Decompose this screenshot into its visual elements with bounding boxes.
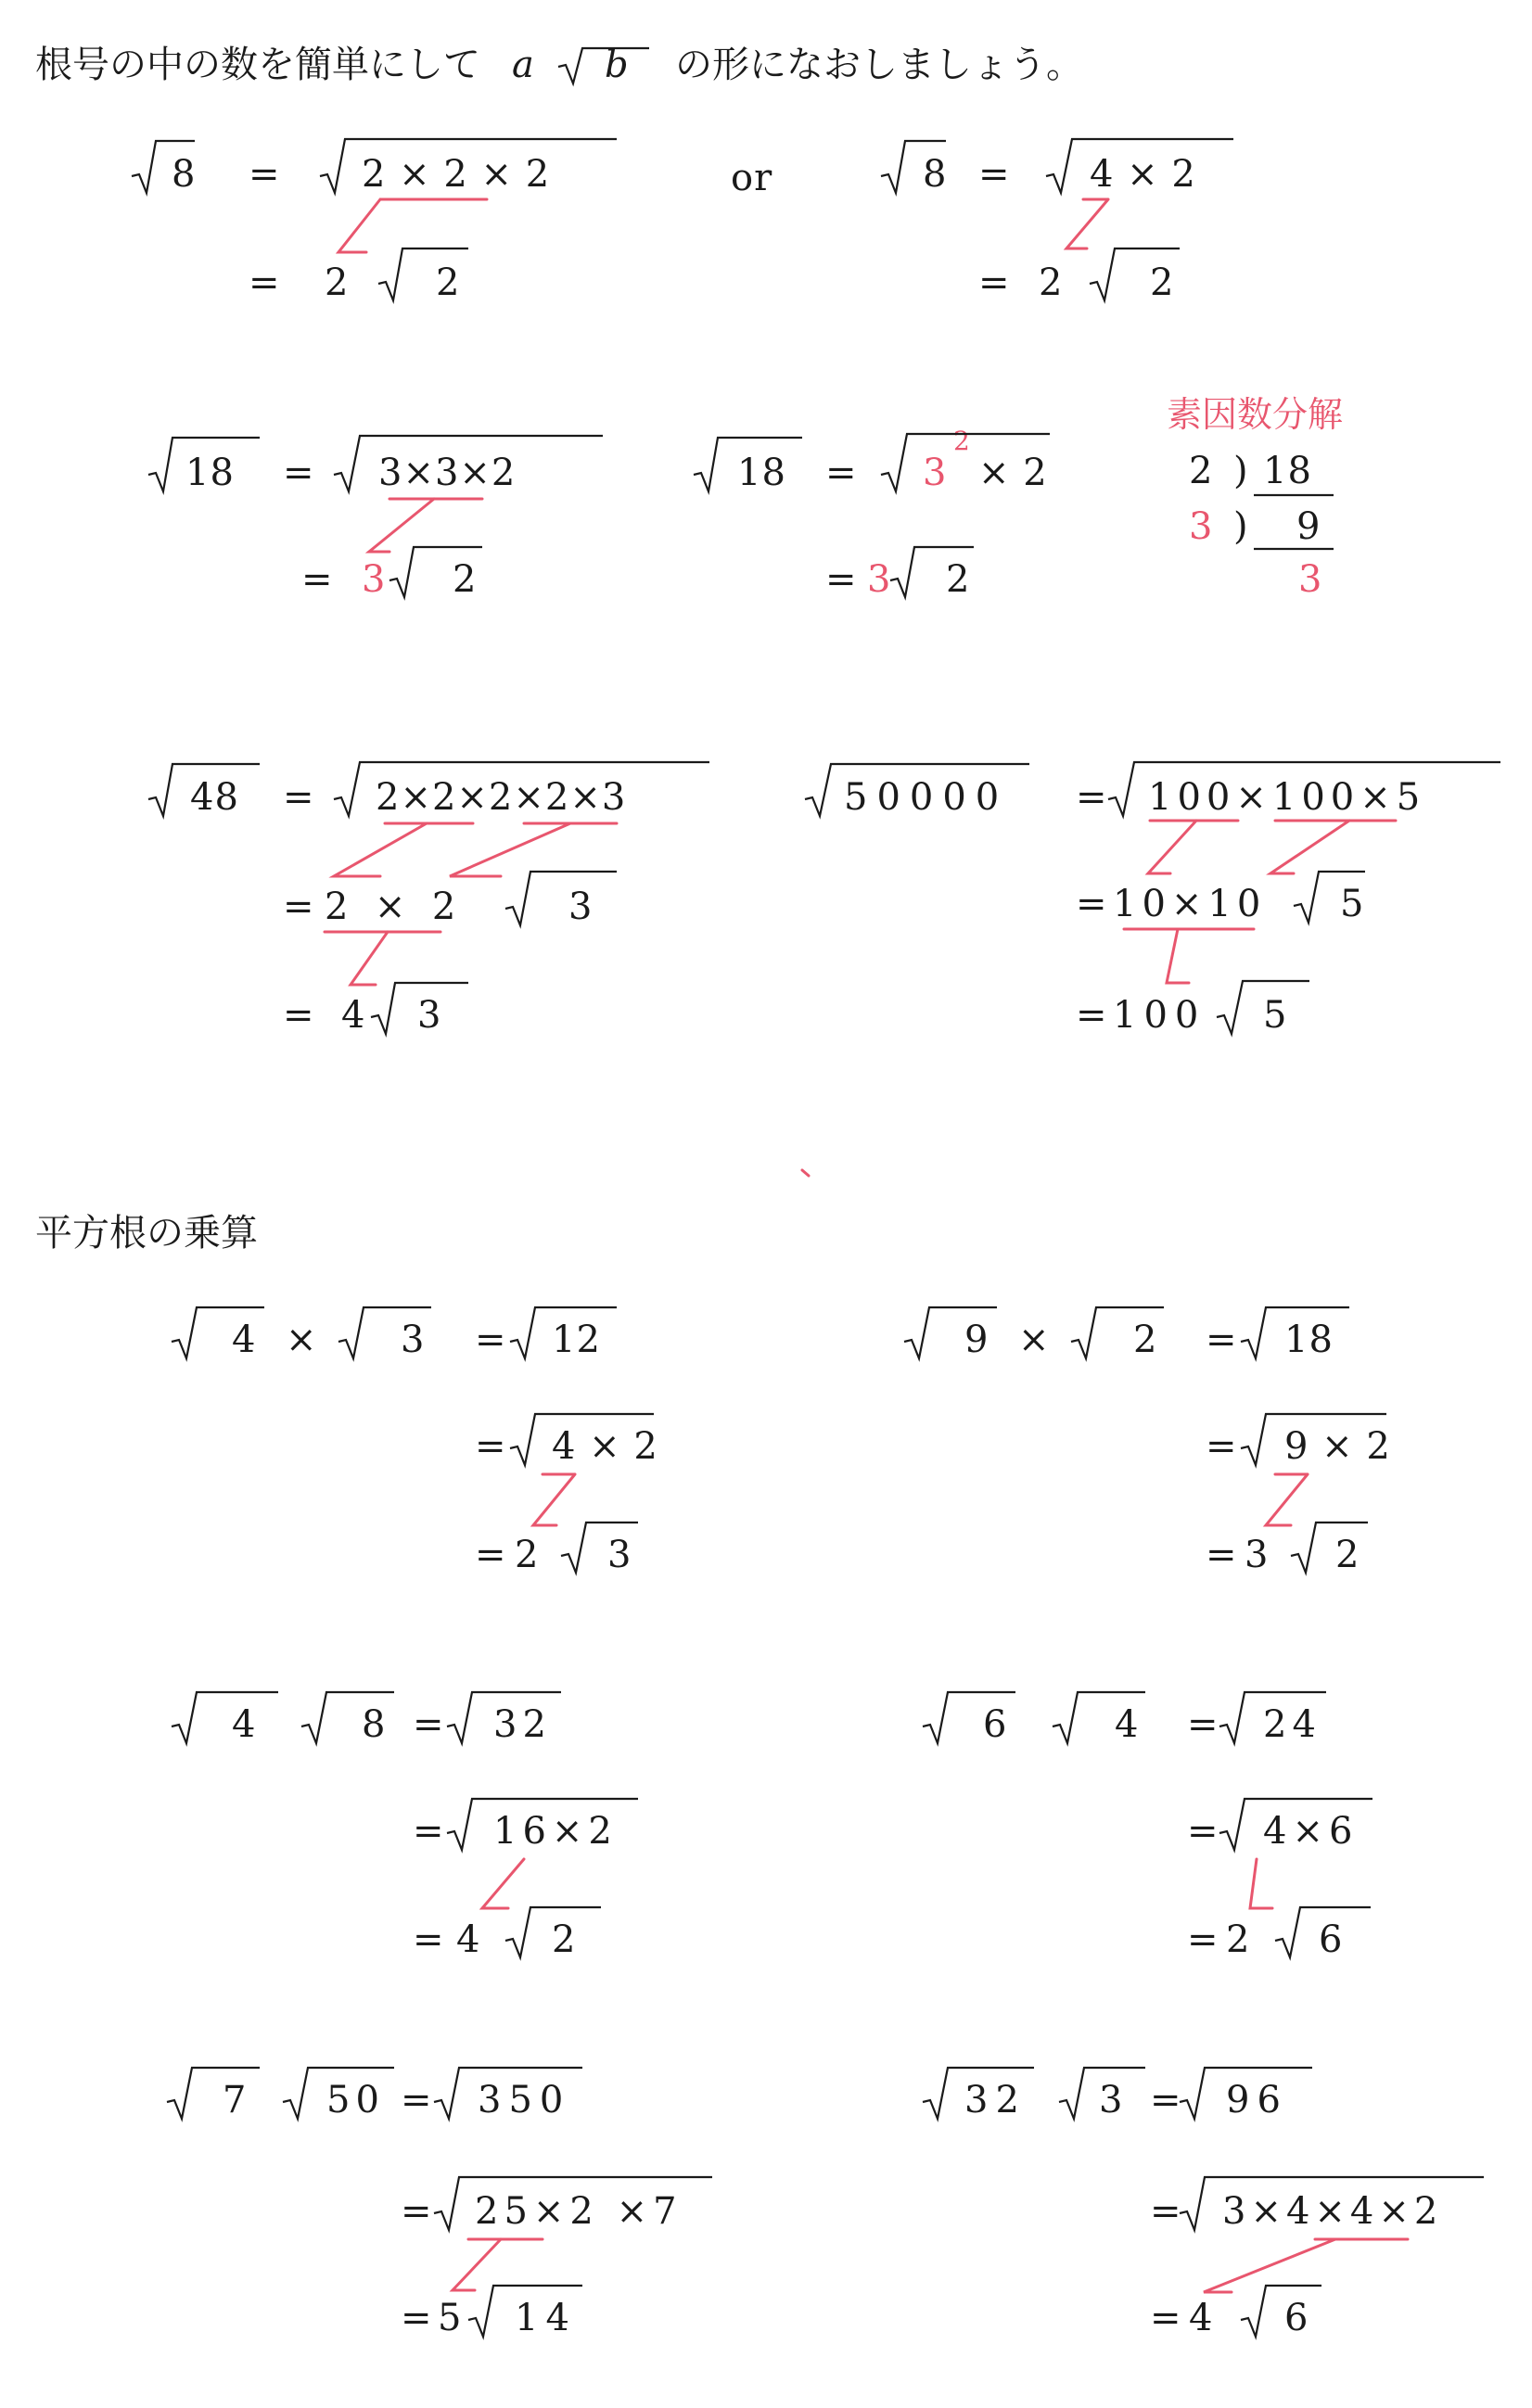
m3-r3-radical <box>505 1907 601 1961</box>
m5-r3-radical <box>468 2286 582 2337</box>
ex50000-pen-stroke-3 <box>1124 929 1254 983</box>
m2-eq2: = <box>1206 1425 1238 1468</box>
ex8-rad1-radical <box>320 139 617 196</box>
factor-row2-paren: ) <box>1233 505 1249 548</box>
m5-b-radical <box>283 2068 394 2119</box>
m5-eq3: = <box>401 2297 433 2339</box>
m2-r2: 9 × 2 <box>1284 1425 1391 1468</box>
m6-coef: 4 <box>1189 2297 1214 2339</box>
m6-eq1: = <box>1150 2079 1182 2121</box>
m5-a-radical <box>167 2068 260 2119</box>
ex8b-pen-stroke <box>1066 199 1108 248</box>
m6-eq2: = <box>1150 2190 1182 2233</box>
m5-r2-radical <box>434 2177 712 2233</box>
m4-r1: 24 <box>1263 1703 1321 1746</box>
ex48-rad1: 2×2×2×2×3 <box>376 776 627 819</box>
m4-r3-radical <box>1275 1907 1371 1961</box>
m6-r1: 96 <box>1226 2079 1288 2121</box>
m1-b-radical <box>338 1307 431 1361</box>
ex8b-rad2: 2 <box>1150 261 1175 304</box>
ex8b-eq1: = <box>978 153 1011 196</box>
ex18-eq1: = <box>283 452 315 494</box>
ex8b-rad1: 4 × 2 <box>1090 153 1196 196</box>
m3-eq3: = <box>413 1918 445 1961</box>
ex48-pen-stroke-2 <box>450 823 617 876</box>
ex18-pen-stroke <box>369 499 482 552</box>
m2-r3: 2 <box>1335 1534 1360 1576</box>
m3-a: 4 <box>232 1703 257 1746</box>
m2-pen-stroke <box>1266 1474 1308 1525</box>
m5-r1-radical <box>434 2068 582 2119</box>
m2-b-radical <box>1071 1307 1164 1361</box>
ex8-lhs: 8 <box>172 153 197 196</box>
m3-pen-stroke <box>482 1859 524 1908</box>
ex18b-lhs-radical <box>694 438 802 494</box>
m4-pen-stroke <box>1250 1859 1272 1908</box>
ex50000-pen-stroke-1 <box>1148 821 1238 873</box>
m3-r2: 16×2 <box>493 1810 618 1853</box>
m1-r2: 4 × 2 <box>552 1425 658 1468</box>
ex18b-rad2: 2 <box>946 558 971 601</box>
ex8b-rad1-radical <box>1046 139 1233 196</box>
m6-pen-stroke <box>1204 2239 1408 2292</box>
ex18-rad2: 2 <box>453 558 478 601</box>
stray-pen-mark <box>802 1170 809 1176</box>
ex18-rad2-radical <box>389 547 482 601</box>
m3-b: 8 <box>362 1703 387 1746</box>
m2-r1-radical <box>1241 1307 1349 1361</box>
m1-eq2: = <box>475 1425 507 1468</box>
m5-r2: 25×2 ×7 <box>475 2190 683 2233</box>
m6-r3-radical <box>1241 2286 1321 2337</box>
m6-r2-radical <box>1180 2177 1484 2233</box>
m2-a-radical <box>904 1307 997 1361</box>
ex18b-exponent: 2 <box>953 426 970 456</box>
ex18b-rest: × 2 <box>978 452 1048 494</box>
ex8-rad2: 2 <box>436 261 461 304</box>
m3-r1: 32 <box>493 1703 552 1746</box>
ex50000-mid: 10×10 <box>1113 883 1267 925</box>
ex8-coef: 2 <box>325 261 350 304</box>
ex50000-eq2: = <box>1076 883 1108 925</box>
m1-r2-radical <box>510 1414 654 1465</box>
ex48-eq2: = <box>283 885 315 928</box>
m1-a-radical <box>172 1307 264 1361</box>
ex8b-lhs: 8 <box>923 153 948 196</box>
ex48-coef: 4 <box>341 994 366 1037</box>
m4-r3: 6 <box>1319 1918 1344 1961</box>
m4-eq2: = <box>1187 1810 1219 1853</box>
ex8b-eq2: = <box>978 261 1011 304</box>
section2-title: 平方根の乗算 <box>35 1212 258 1255</box>
m5-coef: 5 <box>438 2297 463 2339</box>
ex18-rad1-radical <box>334 436 603 494</box>
ex8-or: or <box>731 157 773 199</box>
ex8-eq2: = <box>249 261 281 304</box>
m5-r3: 14 <box>515 2297 577 2339</box>
ex50000-lhs: 50000 <box>844 776 1009 819</box>
ex50000-eq1: = <box>1076 776 1108 819</box>
form-a: a <box>512 44 534 86</box>
m4-a-radical <box>923 1692 1015 1746</box>
factor-row2-divisor: 3 <box>1189 505 1214 548</box>
ex8b-lhs-radical <box>881 141 948 196</box>
ex48-lhs-radical <box>148 764 260 819</box>
m6-b-radical <box>1059 2068 1145 2119</box>
factor-row2-number: 9 <box>1296 505 1321 548</box>
m4-r2-radical <box>1219 1799 1372 1853</box>
m4-r1-radical <box>1219 1692 1326 1746</box>
ex18b-rad2-radical <box>890 547 974 601</box>
factor-row1-divisor: 2 <box>1189 450 1214 492</box>
m2-b: 2 <box>1133 1319 1158 1361</box>
ex50000-rad2: 5 <box>1340 883 1365 925</box>
red-pen-marks <box>325 199 1408 2292</box>
m5-r1: 350 <box>478 2079 571 2121</box>
ex48-rad3-radical <box>371 983 468 1037</box>
factor-row1-number: 18 <box>1263 450 1312 492</box>
m2-r2-radical <box>1241 1414 1386 1465</box>
ex48-mid: 2 × 2 <box>325 885 457 928</box>
ex48-eq1: = <box>283 776 315 819</box>
m1-eq1: = <box>475 1319 507 1361</box>
m1-a: 4 <box>232 1319 257 1361</box>
m1-r3: 3 <box>607 1534 632 1576</box>
m5-a: 7 <box>223 2079 248 2121</box>
ex48-rad2: 3 <box>568 885 594 928</box>
m1-coef: 2 <box>515 1534 540 1576</box>
m4-eq1: = <box>1187 1703 1219 1746</box>
ex18b-rad1-radical <box>881 434 1050 494</box>
m3-r3: 2 <box>552 1918 577 1961</box>
m1-times: × <box>286 1319 318 1361</box>
m6-a: 32 <box>964 2079 1027 2121</box>
ex18b-lhs: 18 <box>737 452 786 494</box>
ex48-eq3: = <box>283 994 315 1037</box>
ex50000-pen-stroke-2 <box>1270 821 1396 873</box>
m2-r1: 18 <box>1284 1319 1334 1361</box>
ex8-lhs-radical <box>132 141 197 196</box>
m4-b: 4 <box>1115 1703 1140 1746</box>
factorization-title: 素因数分解 <box>1167 394 1344 435</box>
ex48-pen-stroke-3 <box>325 932 440 985</box>
m3-eq1: = <box>413 1703 445 1746</box>
ex8b-coef: 2 <box>1039 261 1064 304</box>
ex18b-eq1: = <box>825 452 858 494</box>
m4-eq3: = <box>1187 1918 1219 1961</box>
ex50000-rad3-radical <box>1217 981 1309 1037</box>
m5-b: 50 <box>326 2079 385 2121</box>
ex18-lhs-radical <box>148 438 260 494</box>
ex18-coef: 3 <box>362 558 387 601</box>
ex48-rad1-radical <box>334 762 709 819</box>
ex48-lhs: 48 <box>190 776 239 819</box>
ex50000-rad1: 100×100×5 <box>1148 776 1426 819</box>
ex18-eq2: = <box>301 558 334 601</box>
m2-times: × <box>1018 1319 1051 1361</box>
form-b: b <box>605 44 629 86</box>
m1-b: 3 <box>401 1319 426 1361</box>
m1-r3-radical <box>561 1523 638 1576</box>
m3-r1-radical <box>447 1692 561 1746</box>
m3-coef: 4 <box>456 1918 481 1961</box>
m4-a: 6 <box>983 1703 1008 1746</box>
m6-r2: 3×4×4×2 <box>1222 2190 1443 2233</box>
ex18b-base: 3 <box>923 452 948 494</box>
m2-r3-radical <box>1291 1523 1368 1576</box>
m4-b-radical <box>1053 1692 1145 1746</box>
m6-a-radical <box>923 2068 1034 2119</box>
m3-a-radical <box>172 1692 278 1746</box>
factor-result: 3 <box>1298 558 1323 601</box>
ex50000-coef: 100 <box>1113 994 1206 1037</box>
ex18b-eq2: = <box>825 558 858 601</box>
radical-signs <box>132 44 1500 2337</box>
m2-coef: 3 <box>1245 1534 1270 1576</box>
ex50000-rad2-radical <box>1294 872 1365 923</box>
ex48-pen-stroke-1 <box>334 823 473 876</box>
m6-eq3: = <box>1150 2297 1182 2339</box>
m1-r1-radical <box>510 1307 617 1361</box>
m2-a: 9 <box>964 1319 989 1361</box>
ex18-lhs: 18 <box>185 452 235 494</box>
m6-b: 3 <box>1099 2079 1124 2121</box>
ex8-pen-stroke <box>338 199 487 252</box>
m6-r3: 6 <box>1284 2297 1309 2339</box>
m5-eq1: = <box>401 2079 433 2121</box>
m1-pen-stroke <box>533 1474 575 1525</box>
factor-row1-paren: ) <box>1233 450 1249 492</box>
ex8b-rad2-radical <box>1090 248 1180 304</box>
m5-eq2: = <box>401 2190 433 2233</box>
m3-r2-radical <box>447 1799 638 1853</box>
ex50000-eq3: = <box>1076 994 1108 1037</box>
m4-coef: 2 <box>1226 1918 1251 1961</box>
m6-r1-radical <box>1180 2068 1312 2119</box>
instruction-tail: の形になおしましょう。 <box>675 44 1083 86</box>
m5-pen-stroke <box>453 2239 543 2290</box>
ex8-rad2-radical <box>378 248 468 304</box>
m3-eq2: = <box>413 1810 445 1853</box>
instruction-text: 根号の中の数を簡単にして <box>35 44 480 86</box>
ex8-eq1: = <box>249 153 281 196</box>
ex18b-coef: 3 <box>867 558 892 601</box>
ex8-rad1: 2 × 2 × 2 <box>362 153 551 196</box>
ex50000-rad1-radical <box>1108 762 1500 819</box>
ex48-rad2-radical <box>505 872 617 928</box>
m3-b-radical <box>301 1692 394 1746</box>
m1-r1: 12 <box>552 1319 601 1361</box>
m4-r2: 4×6 <box>1263 1810 1359 1853</box>
m1-eq3: = <box>475 1534 507 1576</box>
header-radical-sign <box>558 44 649 86</box>
m2-eq3: = <box>1206 1534 1238 1576</box>
ex50000-rad3: 5 <box>1263 994 1288 1037</box>
ex50000-lhs-radical <box>805 764 1029 819</box>
ex18-rad1: 3×3×2 <box>378 452 517 494</box>
m2-eq1: = <box>1206 1319 1238 1361</box>
ex48-rad3: 3 <box>417 994 442 1037</box>
